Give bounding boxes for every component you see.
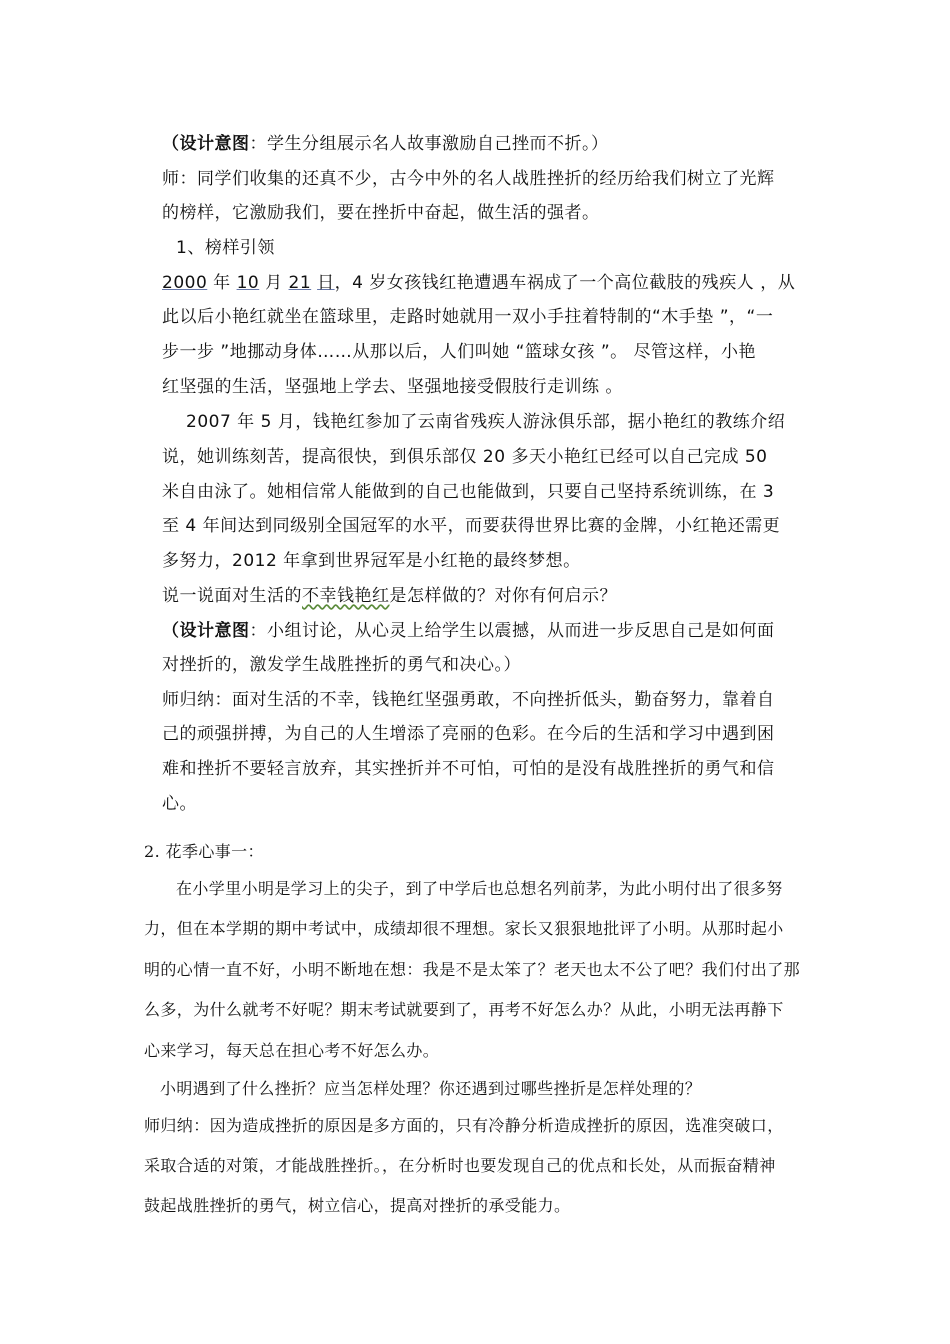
year-char: 年: [213, 273, 231, 293]
question-after: 是怎样做的？对你有何启示？: [389, 586, 617, 606]
date-day: 21: [288, 273, 312, 293]
date-year: 2000: [162, 273, 208, 293]
summary1-line-1: 师归纳：面对生活的不幸，钱艳红坚强勇敢，不向挫折低头，勤奋努力，靠着自: [162, 690, 775, 710]
question-before: 说一说面对生活的: [162, 586, 302, 606]
section2-story-line-2: 力，但在本学期的期中考试中，成绩却很不理想。家长又狠狠地批评了小明。从那时起小: [144, 919, 784, 938]
summary2-line-2: 采取合适的对策，才能战胜挫折。，在分析时也要发现自己的优点和长处，从而振奋精神: [144, 1156, 776, 1175]
story-para1-line-3: 步一步 ”地挪动身体……从那以后，人们叫她 “篮球女孩 ”。 尽管这样，小艳: [162, 342, 757, 362]
design-intent2-line-1: （设计意图：小组讨论，从心灵上给学生以震撼，从而进一步反思自己是如何面: [162, 621, 775, 641]
story-para2-line-2: 说，她训练刻苦，提高很快，到俱乐部仅 20 多天小艳红已经可以自己完成 50: [162, 447, 768, 467]
story-para2-line-3: 米自由泳了。她相信常人能做到的自己也能做到，只要自己坚持系统训练，在 3: [162, 482, 775, 502]
month-char: 月: [265, 273, 283, 293]
section2-story-line-5: 心来学习，每天总在担心考不好怎么办。: [144, 1041, 440, 1060]
summary1-line-3: 难和挫折不要轻言放弃，其实挫折并不可怕，可怕的是没有战胜挫折的勇气和信: [162, 759, 775, 779]
section2-question: 小明遇到了什么挫折？应当怎样处理？你还遇到过哪些挫折是怎样处理的？: [160, 1079, 702, 1098]
summary2-line-1: 师归纳：因为造成挫折的原因是多方面的，只有冷静分析造成挫折的原因，选准突破口，: [144, 1116, 784, 1135]
section2-story-line-1: 在小学里小明是学习上的尖子，到了中学后也总想名列前茅，为此小明付出了很多努: [176, 879, 783, 898]
summary2-line-3: 鼓起战胜挫折的勇气，树立信心，提高对挫折的承受能力。: [144, 1196, 571, 1215]
story-para1-line-2: 此以后小艳红就坐在篮球里，走路时她就用一双小手拄着特制的“木手垫 ”，“一: [162, 307, 774, 327]
design-intent-text: ：学生分组展示名人故事激励自己挫而不折。）: [249, 134, 609, 154]
story-para2-line-4: 至 4 年间达到同级别全国冠军的水平，而要获得世界比赛的金牌，小红艳还需更: [162, 516, 781, 536]
design-intent-line: （设计意图：学生分组展示名人故事激励自己挫而不折。）: [162, 134, 609, 154]
teacher-intro-line-1: 师：同学们收集的还真不少，古今中外的名人战胜挫折的经历给我们树立了光辉: [162, 169, 775, 189]
subheading-role-model: 1、榜样引领: [176, 238, 275, 258]
date-month: 10: [236, 273, 260, 293]
story-para1-line-4: 红坚强的生活，坚强地上学去、坚强地接受假肢行走训练 。: [162, 377, 623, 397]
section2-heading: 2. 花季心事一：: [144, 842, 264, 861]
story-para2-line-1: 2007 年 5 月，钱艳红参加了云南省残疾人游泳俱乐部，据小艳红的教练介绍: [186, 412, 786, 432]
section2-story-line-4: 么多，为什么就考不好呢？期末考试就要到了，再考不好怎么办？从此，小明无法再静下: [144, 1000, 784, 1019]
design-intent2-text-1: ：小组讨论，从心灵上给学生以震撼，从而进一步反思自己是如何面: [249, 621, 775, 641]
design-intent2-label: 设计意图: [179, 621, 250, 641]
story-para1-line1-rest: ，4 岁女孩钱红艳遭遇车祸成了一个高位截肢的残疾人 ，从: [334, 273, 796, 293]
story-para2-line-5: 多努力，2012 年拿到世界冠军是小红艳的最终梦想。: [162, 551, 581, 571]
question-wavy: 不幸钱艳红: [302, 586, 390, 606]
teacher-intro-line-2: 的榜样，它激励我们，要在挫折中奋起，做生活的强者。: [162, 203, 600, 223]
section2-story-line-3: 明的心情一直不好，小明不断地在想：我是不是太笨了？老天也太不公了吧？我们付出了那: [144, 960, 801, 979]
day-char: 日: [317, 273, 335, 293]
design-intent2-line-2: 对挫折的，激发学生战胜挫折的勇气和决心。）: [162, 655, 521, 675]
summary1-line-2: 己的顽强拼搏，为自己的人生增添了亮丽的色彩。在今后的生活和学习中遇到困: [162, 724, 775, 744]
summary1-line-4: 心。: [162, 794, 197, 814]
design-intent-label: 设计意图: [179, 134, 250, 154]
discussion-question: [162, 584, 617, 608]
story-para1-line-1: [162, 271, 795, 295]
